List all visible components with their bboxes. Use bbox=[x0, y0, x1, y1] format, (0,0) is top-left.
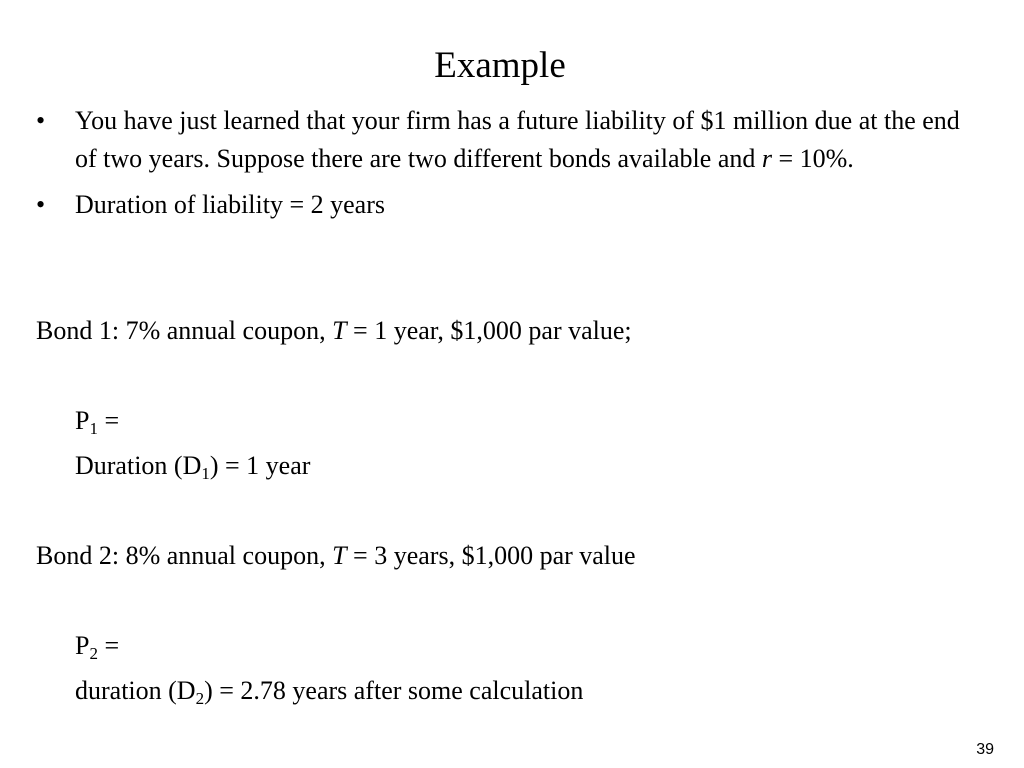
bond1-desc-part: Bond 1: 7% annual coupon, bbox=[36, 316, 333, 345]
bond1-duration bbox=[75, 447, 310, 485]
duration-label: Duration (D bbox=[75, 451, 202, 480]
bullet-text: Duration of liability = 2 years bbox=[75, 190, 385, 219]
bullet-text-part: You have just learned that your firm has a future liability of $1 million due at the end of two years. Suppose there are two different bonds available and bbox=[75, 106, 960, 173]
duration-subscript: 1 bbox=[201, 464, 210, 483]
bond1-description bbox=[36, 312, 632, 350]
bullet-marker: • bbox=[36, 106, 46, 135]
bullet-text bbox=[75, 106, 960, 173]
slide-title: Example bbox=[434, 45, 566, 86]
bullet-marker: • bbox=[36, 190, 46, 219]
bullet-item-liability bbox=[36, 102, 976, 178]
r-symbol: r bbox=[761, 144, 772, 173]
price-subscript: 2 bbox=[89, 644, 98, 663]
T-symbol: T bbox=[332, 316, 347, 345]
duration-value: ) = 2.78 years after some calculation bbox=[204, 676, 584, 705]
duration-value: ) = 1 year bbox=[209, 451, 311, 480]
bond2-desc-part: Bond 2: 8% annual coupon, bbox=[36, 541, 333, 570]
bullet-text-part: = 10%. bbox=[771, 144, 854, 173]
price-subscript: 1 bbox=[89, 419, 98, 438]
price-equals: = bbox=[97, 406, 120, 435]
price-equals: = bbox=[97, 631, 120, 660]
bullet-item-duration bbox=[36, 186, 976, 224]
bond2-duration bbox=[75, 672, 583, 710]
page-number: 39 bbox=[976, 741, 994, 758]
bond1-price bbox=[75, 402, 119, 440]
bond2-price bbox=[75, 627, 119, 665]
bond2-desc-part: = 3 years, $1,000 par value bbox=[346, 541, 636, 570]
bond1-desc-part: = 1 year, $1,000 par value; bbox=[346, 316, 632, 345]
duration-subscript: 2 bbox=[195, 689, 205, 708]
T-symbol: T bbox=[332, 541, 347, 570]
price-label: P bbox=[75, 406, 90, 435]
duration-label: duration (D bbox=[75, 676, 196, 705]
bond2-description bbox=[36, 537, 636, 575]
bullet-list bbox=[36, 102, 976, 232]
price-label: P bbox=[75, 631, 90, 660]
